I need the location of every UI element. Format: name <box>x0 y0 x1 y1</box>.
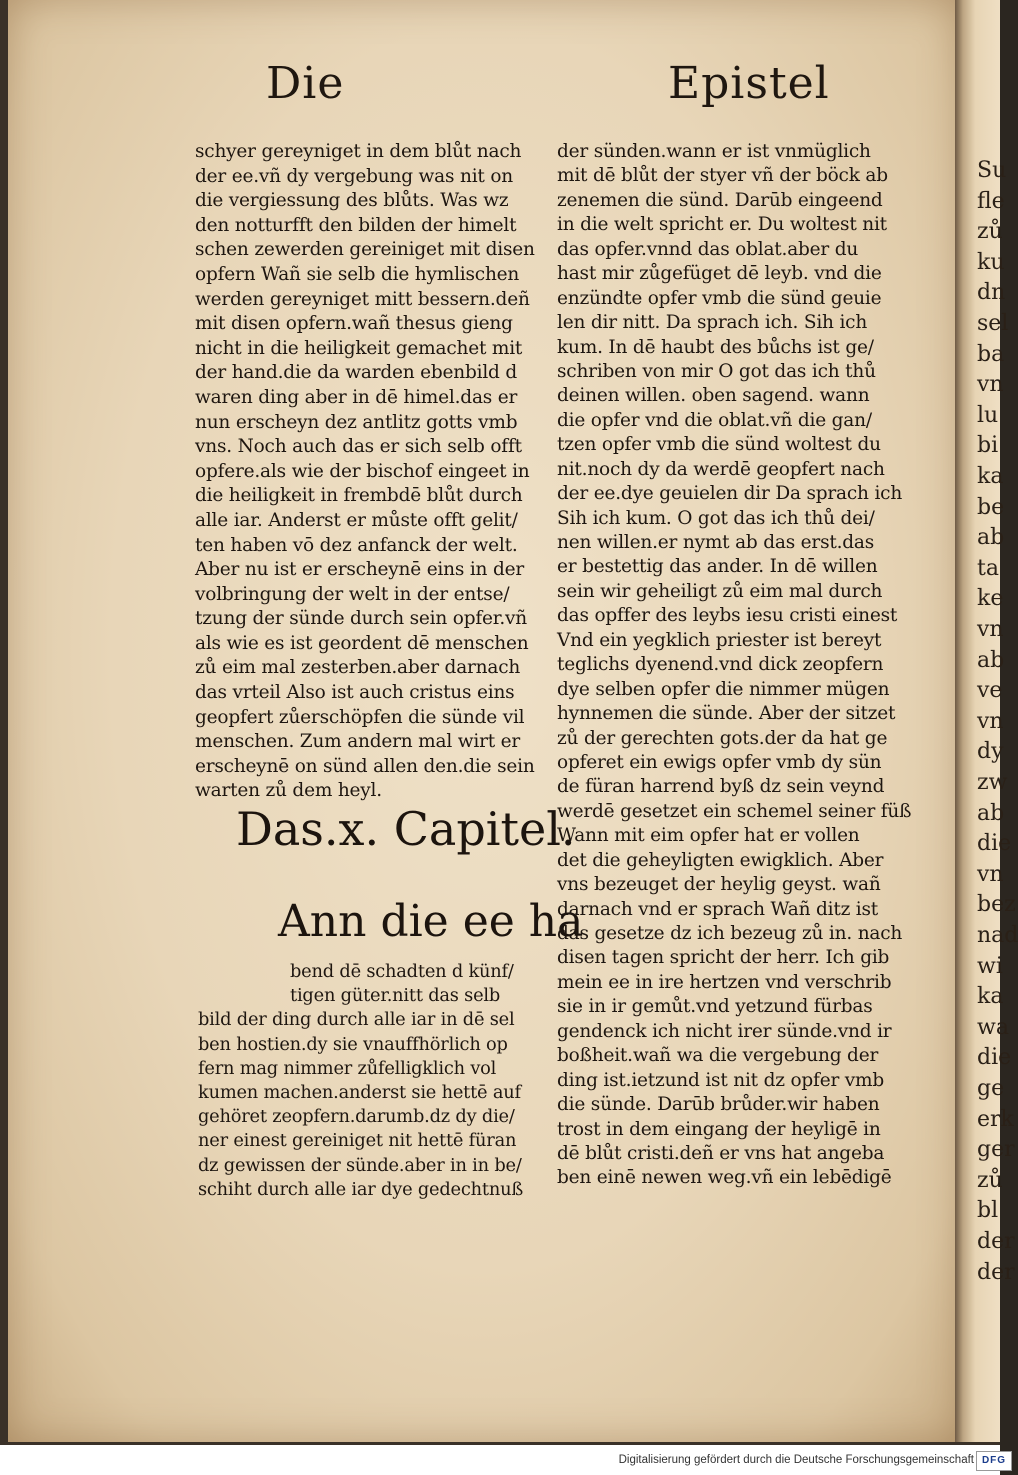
text-line: deinen willen. oben sagend. wann <box>557 385 870 407</box>
facing-page-fragment: ba <box>977 341 1005 367</box>
facing-page-fragment: sel <box>977 311 1009 336</box>
text-line: der hand.die da warden ebenbild d <box>195 362 518 384</box>
text-line: die sünde. Darūb brůder.wir haben <box>557 1094 880 1116</box>
facing-page-fragment: nad <box>977 923 1018 948</box>
text-line: kum. In dē haubt des bůchs ist ge/ <box>557 336 874 358</box>
facing-page-fragment: erk <box>977 1106 1014 1132</box>
facing-page-fragment: ab <box>977 525 1005 551</box>
text-line: Aber nu ist er erscheynē eins in der <box>195 559 524 581</box>
facing-page-fragment: ve <box>977 678 1003 704</box>
text-line: det die geheyligten ewigklich. Aber <box>557 849 884 871</box>
text-line: der ee.vñ dy vergebung was nit on <box>195 165 513 187</box>
text-line: warten zů dem heyl. <box>195 780 382 802</box>
text-line: Vnd ein yegklich priester ist bereyt <box>557 629 882 651</box>
facing-page-fragment: be <box>977 494 1005 520</box>
text-line: tzung der sünde durch sein opfer.vñ <box>195 608 527 630</box>
text-line: menschen. Zum andern mal wirt er <box>195 731 521 753</box>
dfg-logo: DFG <box>976 1451 1012 1471</box>
text-line: ding ist.ietzund ist nit dz opfer vmb <box>557 1069 885 1091</box>
text-line: de füran harrend byß dz sein veynd <box>557 776 885 798</box>
text-line: nun erscheyn dez antlitz gotts vmb <box>195 411 518 433</box>
text-line: trost in dem eingang der heyligē in <box>557 1118 881 1140</box>
text-line: zenemen die sünd. Darūb eingeend <box>557 189 883 211</box>
text-line: der ee.dye geuielen dir Da sprach ich <box>557 483 903 505</box>
text-line: dē blůt cristi.deñ er vns hat angeba <box>557 1142 885 1164</box>
text-line: bend dē schadten d künf/ <box>290 961 514 982</box>
text-line: opfere.als wie der bischof eingeet in <box>195 460 530 482</box>
text-line: schriben von mir O got das ich thů <box>557 360 876 382</box>
text-line: werden gereyniget mitt bessern.deñ <box>195 288 530 310</box>
facing-page-fragment: fle <box>977 188 1005 214</box>
text-line: hast mir zůgefüget dē leyb. vnd die <box>557 263 882 285</box>
facing-page-fragment: Su <box>977 158 1007 183</box>
text-line: schiht durch alle iar dye gedechtnuß <box>198 1178 524 1200</box>
facing-page-fragment: die <box>977 831 1012 857</box>
facing-page-fragment: ke <box>977 586 1004 612</box>
text-line: fern mag nimmer zůfelligklich vol <box>198 1057 497 1079</box>
text-line: erscheynē on sünd allen den.die sein <box>195 755 535 777</box>
text-line: die opfer vnd die oblat.vñ die gan/ <box>557 409 872 431</box>
text-line: mein ee in ire hertzen vnd verschrib <box>557 971 892 993</box>
text-line: vns bezeuget der heylig geyst. wañ <box>557 874 881 896</box>
text-line: dye selben opfer die nimmer mügen <box>557 678 890 700</box>
facing-page-fragment: bi <box>977 433 999 459</box>
text-line: opfern Wañ sie selb die hymlischen <box>195 263 520 285</box>
text-line: ner einest gereiniget nit hettē füran <box>198 1130 517 1152</box>
facing-page-fragment: dn <box>977 280 1006 306</box>
facing-page-fragment: bez <box>977 892 1016 918</box>
text-line: nit.noch dy da werdē geopfert nach <box>557 458 885 480</box>
running-head-left: Die <box>266 58 345 109</box>
facing-page-fragment: ka <box>977 464 1004 489</box>
facing-page-fragment: dy <box>977 739 1004 765</box>
facing-page-fragment: zů <box>977 1167 1003 1193</box>
facing-page-fragment: zů <box>977 219 1003 245</box>
text-line: darnach vnd er sprach Wañ ditz ist <box>557 898 879 920</box>
chapter-opening-line: Ann die ee ha <box>278 896 584 947</box>
text-line: das opffer des leybs iesu cristi einest <box>557 605 898 627</box>
text-line: tzen opfer vmb die sünd woltest du <box>557 434 881 456</box>
facing-page-fragment: ta <box>977 555 999 581</box>
text-line: disen tagen spricht der herr. Ich gib <box>557 947 890 969</box>
facing-page-fragment: ab <box>977 647 1005 673</box>
facing-page-fragment: lu <box>977 402 999 428</box>
facing-page-fragment: ger <box>977 1137 1015 1163</box>
facing-page-fragment: ab <box>977 800 1005 826</box>
facing-page-fragment: wi <box>977 953 1003 979</box>
text-line: ben hostien.dy sie vnauffhörlich op <box>198 1033 508 1055</box>
text-line: gendenck ich nicht irer sünde.vnd ir <box>557 1020 892 1042</box>
facing-page-fragment: vn <box>977 617 1004 642</box>
left-column-continuation <box>198 960 523 1202</box>
facing-page-fragment: ge <box>977 1076 1005 1101</box>
text-line: schyer gereyniget in dem blůt nach <box>195 141 522 162</box>
text-line: Sih ich kum. O got das ich thů dei/ <box>557 507 875 529</box>
facing-page-fragment: ka <box>977 984 1004 1010</box>
text-line: boßheit.wañ wa die vergebung der <box>557 1045 879 1067</box>
text-line: ben einē newen weg.vñ ein lebēdigē <box>557 1167 892 1189</box>
text-line: schen zewerden gereiniget mit disen <box>195 239 535 261</box>
text-line: das gesetze dz ich bezeug zů in. nach <box>557 923 903 944</box>
facing-page-fragment: vn <box>977 861 1004 887</box>
left-column <box>195 140 535 804</box>
text-line: werdē gesetzet ein schemel seiner füß <box>557 800 912 822</box>
text-line: zů der gerechten gots.der da hat ge <box>557 727 888 749</box>
text-line: enzündte opfer vmb die sünd geuie <box>557 287 882 309</box>
text-line: Wann mit eim opfer hat er vollen <box>557 825 860 847</box>
text-line: das opfer.vnnd das oblat.aber du <box>557 238 859 260</box>
facing-page-fragment: wa <box>977 1014 1009 1040</box>
facing-page-fragment: ku <box>977 249 1005 275</box>
text-line: das vrteil Also ist auch cristus eins <box>195 682 515 704</box>
text-line: nicht in die heiligkeit gemachet mit <box>195 337 523 359</box>
facing-page-fragment: bl <box>977 1198 999 1224</box>
text-line: den notturfft den bilden der himelt <box>195 214 517 236</box>
chapter-heading: Das.x. Capitel. <box>236 802 576 856</box>
facing-page-fragment: zw <box>977 770 1008 795</box>
facing-page-fragment: vn <box>977 708 1004 734</box>
text-line: zů eim mal zesterben.aber darnach <box>195 657 521 679</box>
book-page <box>8 0 960 1442</box>
text-line: teglichs dyenend.vnd dick zeopfern <box>557 654 884 676</box>
facing-page-edge <box>955 0 1018 1442</box>
text-line: volbringung der welt in der entse/ <box>195 583 510 605</box>
text-line: er bestettig das ander. In dē willen <box>557 556 878 578</box>
text-line: hynnemen die sünde. Aber der sitzet <box>557 703 896 725</box>
text-line: geopfert zůerschöpfen die sünde vil <box>195 706 525 728</box>
text-line: alle iar. Anderst er můste offt gelit/ <box>195 509 518 531</box>
text-line: die heiligkeit in frembdē blůt durch <box>195 485 523 507</box>
text-line: ten haben vō dez anfanck der welt. <box>195 534 518 556</box>
text-line: die vergiessung des blůts. Was wz <box>195 190 509 212</box>
facing-page-fragment: vn <box>977 372 1004 398</box>
text-line: als wie es ist geordent dē menschen <box>195 632 529 654</box>
facing-page-fragment: die <box>977 1045 1012 1071</box>
facing-page-fragment: der <box>977 1259 1015 1285</box>
text-line: bild der ding durch alle iar in dē sel <box>198 1009 515 1031</box>
text-line: sein wir geheiligt zů eim mal durch <box>557 580 883 602</box>
text-line: gehöret zeopfern.darumb.dz dy die/ <box>198 1106 515 1128</box>
text-line: opferet ein ewigs opfer vmb dy sün <box>557 751 882 773</box>
text-line: in die welt spricht er. Du woltest nit <box>557 214 887 236</box>
text-line: mit dē blůt der styer vñ der böck ab <box>557 165 888 187</box>
text-line: mit disen opfern.wañ thesus gieng <box>195 313 513 335</box>
facing-page-fragment: der <box>977 1229 1015 1254</box>
text-line: nen willen.er nymt ab das erst.das <box>557 532 875 553</box>
footer-credit: Digitalisierung gefördert durch die Deutsche Forschungsgemeinschaft <box>618 1454 974 1466</box>
text-line: sie in ir gemůt.vnd yetzund fürbas <box>557 996 873 1018</box>
text-line: len dir nitt. Da sprach ich. Sih ich <box>557 312 868 334</box>
text-line: dz gewissen der sünde.aber in in be/ <box>198 1154 522 1176</box>
right-column <box>557 140 911 1191</box>
text-line: waren ding aber in dē himel.das er <box>195 386 518 408</box>
text-line: der sünden.wann er ist vnmüglich <box>557 141 871 162</box>
text-line: vns. Noch auch das er sich selb offt <box>195 436 522 458</box>
text-line: tigen güter.nitt das selb <box>290 985 501 1007</box>
text-line: kumen machen.anderst sie hettē auf <box>198 1081 521 1103</box>
running-head-right: Epistel <box>668 58 830 109</box>
